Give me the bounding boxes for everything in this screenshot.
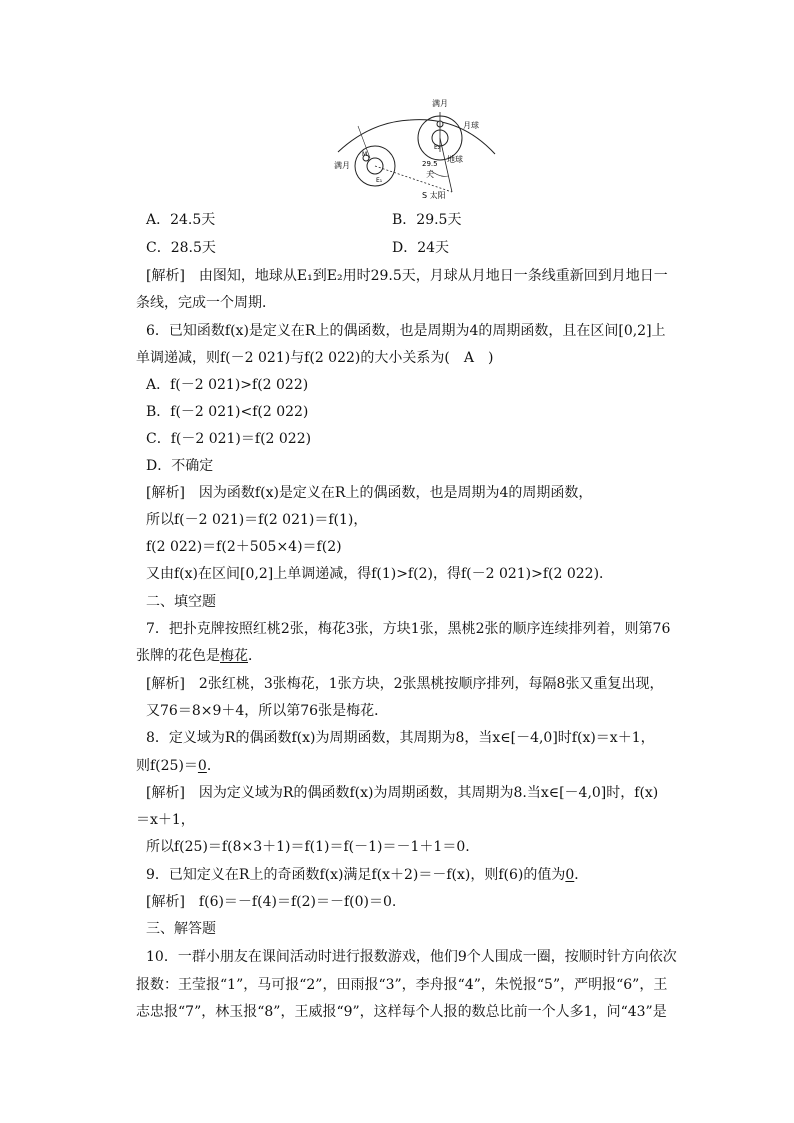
q9-prefix: 9．已知定义在R上的奇函数f(x)满足f(x＋2)＝－f(x)，则f(6)的值为 [146, 867, 566, 883]
q6-option-a: A．f(－2 021)>f(2 022) [146, 377, 309, 393]
q7-stem-line2 [136, 646, 262, 666]
orbit-diagram [330, 92, 500, 204]
q9-analysis-line1: [解析] f(6)＝－f(4)＝f(2)＝－f(0)＝0. [146, 894, 397, 910]
q8-prefix: 则f(25)＝ [136, 758, 198, 774]
label-full-moon-top: 满月 [432, 99, 448, 108]
q7-stem-line1: 7．把扑克牌按照红桃2张，梅花3张，方块1张，黑桃2张的顺序连续排列着，则第76 [146, 621, 671, 637]
q8-suffix: ． [206, 758, 221, 774]
label-m: M [362, 151, 368, 158]
label-days-num: 29.5 [422, 160, 438, 168]
q6-option-c: C．f(－2 021)＝f(2 022) [146, 431, 312, 447]
section-fill-in-blank: 二、填空题 [146, 594, 216, 610]
q9-suffix: ． [574, 867, 589, 883]
q9-answer: 0 [565, 867, 575, 883]
q5-option-c: C．28.5天 [146, 240, 216, 256]
q8-analysis-line3: 所以f(25)＝f(8×3＋1)＝f(1)＝f(－1)＝－1＋1＝0. [146, 839, 470, 855]
q5-option-b: B．29.5天 [392, 212, 462, 228]
q5-analysis-line2: 条线，完成一个周期． [136, 295, 276, 311]
q6-option-d: D．不确定 [146, 458, 214, 474]
label-e2: E₂ [434, 144, 441, 151]
q5-analysis-line1: [解析] 由图知，地球从E₁到E₂用时29.5天，月球从月地日一条线重新回到月地日一 [146, 268, 668, 284]
q8-stem-line1: 8．定义域为R的偶函数f(x)为周期函数，其周期为8，当x∈[－4,0]时f(x)＝x＋1， [146, 730, 655, 746]
sun-line-left [375, 166, 452, 192]
q7-answer: 梅花 [220, 648, 248, 664]
q6-stem-line2: 单调递减，则f(－2 021)与f(2 022)的大小关系为( A ) [136, 350, 494, 366]
q7-suffix: ． [248, 648, 262, 664]
label-days-unit: 天 [426, 170, 434, 179]
q5-option-d: D．24天 [392, 240, 450, 256]
q6-analysis-line3: f(2 022)＝f(2＋505×4)＝f(2) [146, 539, 342, 555]
q7-analysis-line1: [解析] 2张红桃，3张梅花，1张方块，2张黑桃按顺序排列，每隔8张又重复出现， [146, 676, 664, 692]
q5-option-a: A．24.5天 [146, 212, 216, 228]
label-full-moon-left: 满月 [334, 161, 350, 170]
q6-option-b: B．f(－2 021)<f(2 022) [146, 404, 309, 420]
q8-stem-line2 [136, 756, 221, 776]
sun-line-top [440, 138, 452, 192]
section-solve: 三、解答题 [146, 921, 216, 937]
q6-stem-line1: 6．已知函数f(x)是定义在R上的偶函数，也是周期为4的周期函数，且在区间[0,2]上 [146, 323, 666, 339]
label-e1: E₁ [376, 177, 383, 184]
label-earth: 地球 [447, 155, 463, 164]
q6-analysis-line1: [解析] 因为函数f(x)是定义在R上的偶函数，也是周期为4的周期函数， [146, 485, 593, 501]
q8-analysis-line1: [解析] 因为定义域为R的偶函数f(x)为周期函数，其周期为8.当x∈[－4,0]时，f(x) [146, 785, 659, 801]
q8-analysis-line2: ＝x＋1， [136, 812, 195, 828]
q7-analysis-line2: 又76＝8×9＋4，所以第76张是梅花． [146, 703, 389, 719]
label-moon: 月球 [463, 121, 479, 130]
q10-stem-line2: 报数：王莹报“1”，马可报“2”，田雨报“3”，李舟报“4”，朱悦报“5”，严明报“6”，王 [136, 977, 668, 993]
q6-analysis-line2: 所以f(－2 021)＝f(2 021)＝f(1)， [146, 512, 368, 528]
q7-prefix: 张牌的花色是 [136, 648, 220, 664]
q9-stem-line1 [146, 865, 588, 885]
orbit-diagram-svg [330, 92, 500, 204]
label-sun: S 太阳 [422, 191, 446, 200]
q10-stem-line1: 10．一群小朋友在课间活动时进行报数游戏，他们9个人围成一圈，按顺时针方向依次 [146, 949, 677, 965]
q10-stem-line3: 志忠报“7”，林玉报“8”，王威报“9”，这样每个人报的数总比前一个人多1，问“43”是 [136, 1004, 667, 1020]
q6-analysis-line4: 又由f(x)在区间[0,2]上单调递减，得f(1)>f(2)，得f(－2 021)>f(2 022)． [146, 566, 614, 582]
q8-answer: 0 [197, 758, 207, 774]
